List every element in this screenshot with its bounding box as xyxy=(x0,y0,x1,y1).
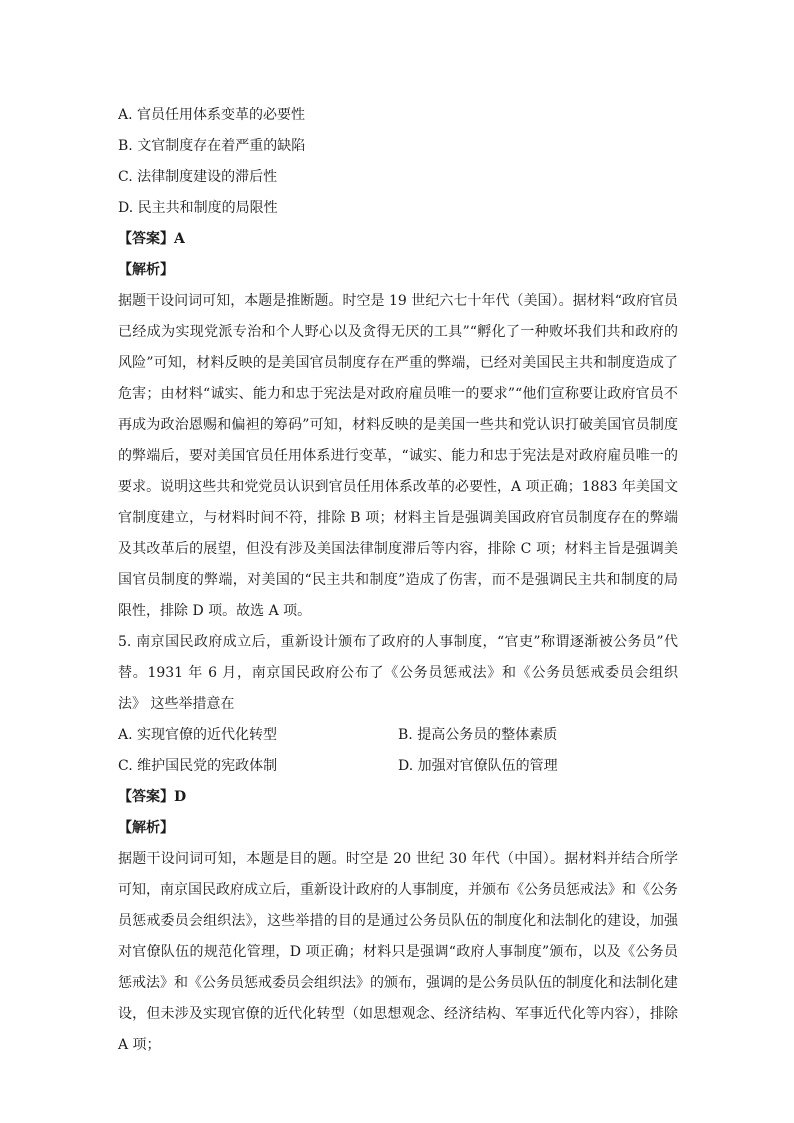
q5-analysis-text: 据题干设问词可知，本题是目的题。时空是 20 世纪 30 年代（中国）。据材料并结合所学可知，南京国民政府成立后，重新设计政府的人事制度，并颁布《公务员惩戒法》和《公务员惩戒委员会组织法》，这些举措的目的是通过公务员队伍的制度化和法制化的建设，加强对官僚队伍的规范化管理，D 项正确；材料只是强调“政府人事制度”颁布，以及《公务员惩戒法》和《公务员惩戒委员会组织法》的颁布，强调的是公务员队伍的制度化和法制化建设，但未涉及实现官僚的近代化转型（如思想观念、经济结构、军事近代化等内容），排除 A 项； xyxy=(118,851,678,1053)
q5-option-a: A. 实现官僚的近代化转型 xyxy=(118,727,278,743)
q5-option-c: C. 维护国民党的宪政体制 xyxy=(118,758,278,774)
q5-option-d: D. 加强对官僚队伍的管理 xyxy=(398,758,558,774)
q4-option-b: B. 文官制度存在着严重的缺陷 xyxy=(118,138,306,154)
q5-option-b: B. 提高公务员的整体素质 xyxy=(398,727,558,743)
q5-analysis-label: 【解析】 xyxy=(118,820,174,836)
q5-options-row-2 xyxy=(118,751,678,782)
q4-option-c: C. 法律制度建设的滞后性 xyxy=(118,169,278,185)
q5-stem: 5. 南京国民政府成立后，重新设计颁布了政府的人事制度，“官吏”称谓逐渐被公务员”代替。1931 年 6 月，南京国民政府公布了《公务员惩戒法》和《公务员惩戒委员会组织法》 这些举措意在 xyxy=(118,634,678,712)
q5-options-row-1 xyxy=(118,720,678,751)
q5-answer: 【答案】D xyxy=(118,789,187,805)
q4-option-a: A. 官员任用体系变革的必要性 xyxy=(118,107,306,123)
q4-answer: 【答案】A xyxy=(118,231,185,247)
q4-analysis-text: 据题干设问词可知，本题是推断题。时空是 19 世纪六七十年代（美国）。据材料“政府官员已经成为实现党派专治和个人野心以及贪得无厌的工具”“孵化了一种败坏我们共和政府的风险”可知，材料反映的是美国官员制度存在严重的弊端，已经对美国民主共和制度造成了危害；由材料“诚实、能力和忠于宪法是对政府雇员唯一的要求”“他们宣称要让政府官员不再成为政治恩赐和偏袒的筹码”可知，材料反映的是美国一些共和党认识打破美国官员制度的弊端后，要对美国官员任用体系进行变革，“诚实、能力和忠于宪法是对政府雇员唯一的要求。说明这些共和党党员认识到官员任用体系改革的必要性，A 项正确；1883 年美国文官制度建立，与材料时间不符，排除 B 项；材料主旨是强调美国政府官员制度存在的弊端及其改革后的展望，但没有涉及美国法律制度滞后等内容，排除 C 项；材料主旨是强调美国官员制度的弊端，对美国的“民主共和制度”造成了伤害，而不是强调民主共和制度的局限性，排除 D 项。故选 A 项。 xyxy=(118,293,678,619)
document-page xyxy=(118,100,678,1061)
q4-option-d: D. 民主共和制度的局限性 xyxy=(118,200,278,216)
q4-analysis-label: 【解析】 xyxy=(118,262,174,278)
